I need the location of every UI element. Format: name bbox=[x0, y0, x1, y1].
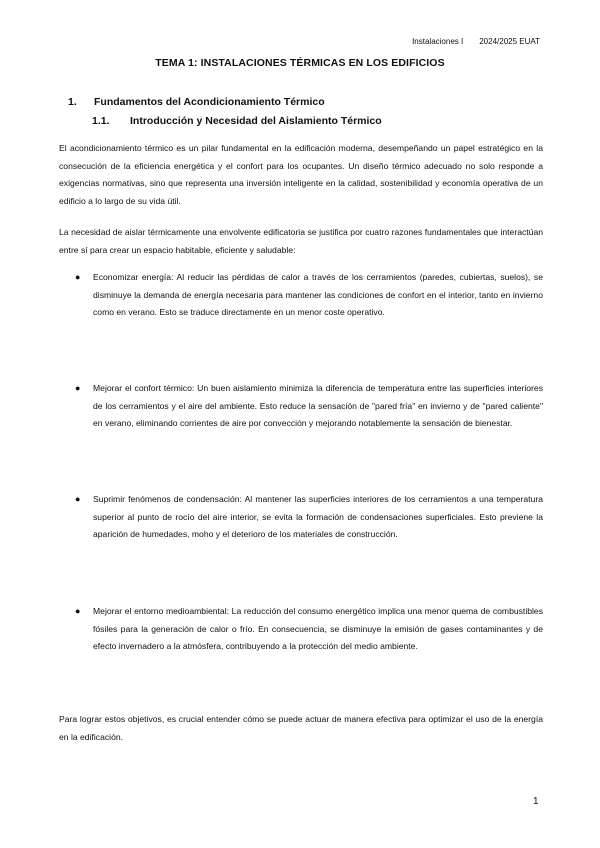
header-year: 2024/2025 EUAT bbox=[479, 37, 540, 46]
bullet-icon: ● bbox=[75, 383, 81, 393]
page-number: 1 bbox=[533, 796, 539, 807]
section-heading bbox=[68, 96, 325, 108]
subsection-number: 1.1. bbox=[92, 115, 110, 127]
section-number: 1. bbox=[68, 96, 77, 108]
list-item-text: Mejorar el entorno medioambiental: La reducción del consumo energético implica una menor quema de combustibles fósiles para la generación de calor o frío. En consecuencia, se disminuye la emisión de gases contaminantes y de efecto invernadero a la atmósfera, contribuyendo a la protección del medio ambiente. bbox=[93, 606, 543, 652]
list-item-text: Economizar energía: Al reducir las pérdidas de calor a través de los cerramientos (paredes, cubiertas, suelos), se disminuye la demanda de energía necesaria para mantener las condiciones de confort en el interior, tanto en invierno como en verano. Esto se traduce directamente en un menor coste operativo. bbox=[93, 272, 543, 318]
subsection-heading bbox=[92, 115, 382, 127]
list-item bbox=[76, 380, 543, 433]
list-item bbox=[76, 603, 543, 656]
bullet-icon: ● bbox=[75, 272, 81, 282]
page-header bbox=[412, 37, 540, 46]
closing-paragraph: Para lograr estos objetivos, es crucial entender cómo se puede actuar de manera efectiva para optimizar el uso de la energía en la edificación. bbox=[59, 714, 543, 742]
list-item-text: Mejorar el confort térmico: Un buen aislamiento minimiza la diferencia de temperatura entre las superficies interiores de los cerramientos y el aire del ambiente. Esto reduce la sensación de "pared fría" en invierno y de "pared caliente" en verano, eliminando corrientes de aire por convección y mejorando notablemente la sensación de bienestar. bbox=[93, 383, 543, 429]
subsection-title: Introducción y Necesidad del Aislamiento Térmico bbox=[130, 115, 382, 127]
reasons-paragraph: La necesidad de aislar térmicamente una envolvente edificatoria se justifica por cuatro razones fundamentales que interactúan entre sí para crear un espacio habitable, eficiente y saludable: bbox=[59, 227, 543, 255]
list-item bbox=[76, 491, 543, 544]
intro-paragraph: El acondicionamiento térmico es un pilar fundamental en la edificación moderna, desempeñando un papel estratégico en la consecución de la eficiencia energética y el confort para los ocupantes. Un diseño térmico adecuado no solo responde a exigencias normativas, sino que representa una inversión inteligente en la calidad, sostenibilidad y economía operativa de un edificio a lo largo de su vida útil. bbox=[59, 143, 543, 206]
bullet-icon: ● bbox=[75, 494, 81, 504]
bullet-icon: ● bbox=[75, 606, 81, 616]
list-item bbox=[76, 269, 543, 322]
document-title: TEMA 1: INSTALACIONES TÉRMICAS EN LOS EDIFICIOS bbox=[155, 57, 445, 69]
header-course: Instalaciones I bbox=[412, 37, 464, 46]
section-title: Fundamentos del Acondicionamiento Térmico bbox=[94, 96, 325, 108]
list-item-text: Suprimir fenómenos de condensación: Al mantener las superficies interiores de los cerramientos a una temperatura superior al punto de rocío del aire interior, se evita la formación de condensaciones superficiales. Esto previene la aparición de humedades, moho y el deterioro de los materiales de construcción. bbox=[93, 494, 543, 540]
